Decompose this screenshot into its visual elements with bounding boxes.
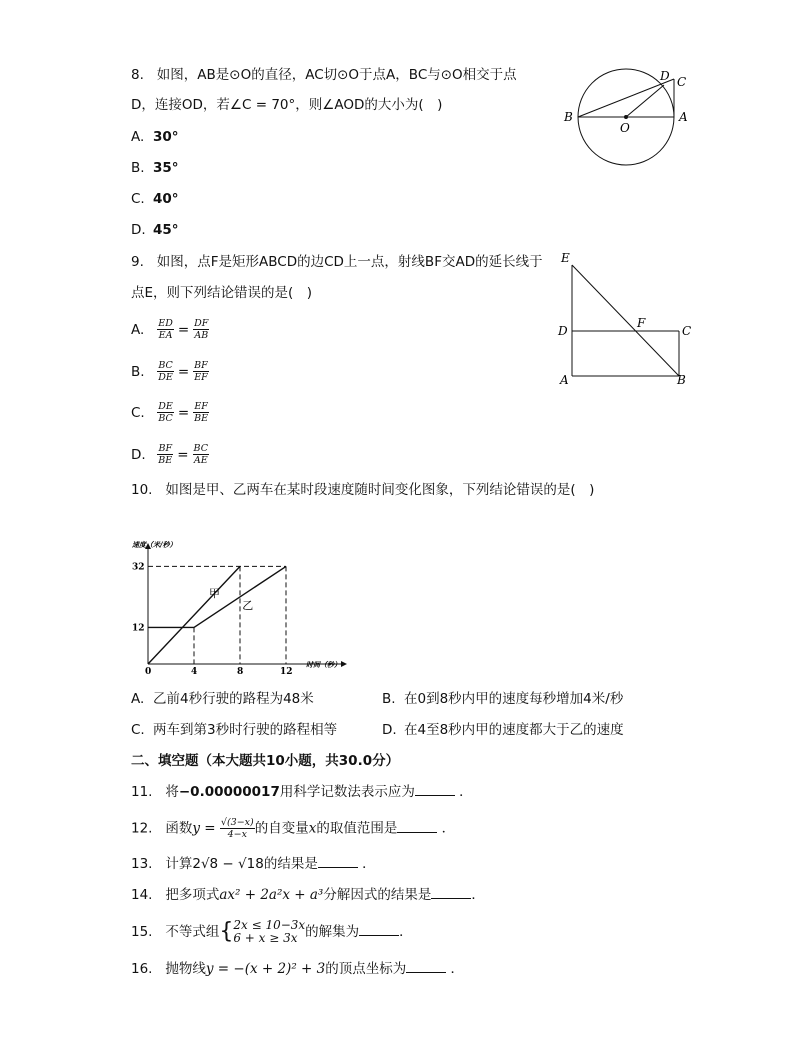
q10-option-b: B. 在0到8秒内甲的速度每秒增加4米/秒: [382, 691, 624, 707]
section-2-title: 二、填空题（本大题共10小题，共30.0分）: [131, 753, 400, 769]
q10-option-d: D. 在4至8秒内甲的速度都大于乙的速度: [382, 722, 624, 738]
q9-option-b: B. $\frac{BC}{DE}$ = $\frac{BF}{EF}$: [131, 360, 208, 383]
q9-option-a: A. $\frac{ED}{EA}$ = $\frac{DF}{AB}$: [131, 318, 209, 341]
chart-marks: [132, 562, 293, 676]
q8-circle-figure: [560, 62, 700, 170]
fraction: $\frac{DE}{BC}$: [158, 401, 173, 424]
x-tick-label: 0: [145, 667, 152, 676]
q10-option-c: C. 两车到第3秒时行驶的路程相等: [131, 722, 338, 738]
q10-option-a: A. 乙前4秒行驶的路程为48米: [131, 691, 314, 707]
inequality-system: 2x ≤ 10−3x 6 + x ≥ 3x: [233, 918, 306, 945]
radius-od: [626, 85, 664, 117]
series-label-yi: 乙: [242, 599, 254, 613]
label-c: C: [682, 324, 692, 338]
q8-option-b: B. 35°: [131, 160, 179, 176]
label-o: O: [620, 121, 630, 135]
answer-blank[interactable]: [415, 783, 455, 796]
answer-blank[interactable]: [406, 960, 446, 973]
q10-line1: [131, 481, 594, 499]
q8-text-line1: 如图，AB是⊙O的直径，AC切⊙O于点A，BC与⊙O相交于点: [156, 67, 517, 83]
q9-number: 9.: [131, 254, 144, 270]
q9-option-c: C. $\frac{DE}{BC}$ = $\frac{EF}{BE}$: [131, 401, 209, 424]
speed-time-chart: [128, 536, 358, 676]
q14: 14. 把多项式ax² + 2a²x + a³分解因式的结果是 ．: [131, 887, 485, 903]
fraction: $\frac{BC}{DE}$: [158, 360, 173, 383]
q9-text-line1: 如图，点F是矩形ABCD的边CD上一点，射线BF交AD的延长线于: [156, 254, 543, 270]
series-label-jia: 甲: [208, 586, 220, 600]
q8-number: 8.: [131, 67, 144, 83]
answer-blank[interactable]: [431, 886, 471, 899]
label-c: C: [677, 75, 687, 89]
q10-text: 如图是甲、乙两车在某时段速度随时间变化图象，下列结论错误的是( ): [165, 482, 595, 498]
label-b: B: [677, 373, 686, 387]
q9-rectangle-figure: [555, 248, 700, 390]
q8-option-c: C. 40°: [131, 191, 179, 207]
x-tick-label: 12: [280, 667, 293, 676]
y-axis-label: 速度（米/秒）: [132, 540, 177, 549]
x-tick-label: 4: [191, 667, 198, 676]
label-a: A: [679, 110, 688, 124]
q13: 13. 计算2√8 − √18的结果是 ．: [131, 856, 376, 872]
fraction: $\frac{ED}{EA}$: [158, 318, 173, 341]
y-tick-label: 32: [132, 562, 145, 573]
q8-option-d: D. 45°: [131, 222, 179, 238]
q12: 12. 函数y = $\frac{√(3-x)}{4-x}$ 的自变量x的取值范围是 ．: [131, 817, 456, 840]
fraction: $\frac{DF}{AB}$: [194, 318, 209, 341]
fraction: $\frac{BC}{AE}$: [193, 443, 208, 466]
series-line-jia: [148, 566, 240, 664]
q9-option-d: D. $\frac{BF}{BE}$ = $\frac{BC}{AE}$: [131, 443, 208, 466]
fraction: $\frac{EF}{BE}$: [194, 401, 209, 424]
label-a: A: [560, 373, 569, 387]
y-tick-label: 12: [132, 623, 145, 634]
label-d: D: [558, 324, 568, 338]
x-axis-label: 时间（秒）: [306, 660, 341, 669]
label-e: E: [561, 251, 570, 265]
q10-number: 10.: [131, 482, 153, 498]
brace: {: [219, 919, 234, 944]
answer-blank[interactable]: [397, 820, 437, 833]
center-point-o: [624, 115, 628, 119]
label-f: F: [637, 316, 646, 330]
x-tick-label: 8: [237, 667, 244, 676]
fraction: $\frac{BF}{BE}$: [158, 443, 173, 466]
ray-be: [572, 265, 679, 376]
q11: 11. 将−0.00000017用科学记数法表示应为 ．: [131, 784, 473, 800]
fraction: $\frac{√(3-x)}{4-x}$: [220, 817, 254, 840]
label-d: D: [660, 69, 670, 83]
q8-line1: [131, 66, 517, 84]
line-bc: [578, 79, 674, 117]
q9-line2: 点E，则下列结论错误的是( ): [131, 285, 313, 301]
fraction: $\frac{BF}{EF}$: [194, 360, 208, 383]
q8-line2: D，连接OD，若∠C = 70°，则∠AOD的大小为( ): [131, 97, 443, 113]
answer-blank[interactable]: [318, 855, 358, 868]
q9-line1: [131, 253, 543, 271]
answer-blank[interactable]: [359, 923, 399, 936]
label-b: B: [564, 110, 573, 124]
q15: 15. 不等式组{ 2x ≤ 10−3x 6 + x ≥ 3x 的解集为 ．: [131, 918, 413, 945]
q8-option-a: A. 30°: [131, 129, 179, 145]
q16: 16. 抛物线y = −(x + 2)² + 3的顶点坐标为 ．: [131, 961, 465, 977]
